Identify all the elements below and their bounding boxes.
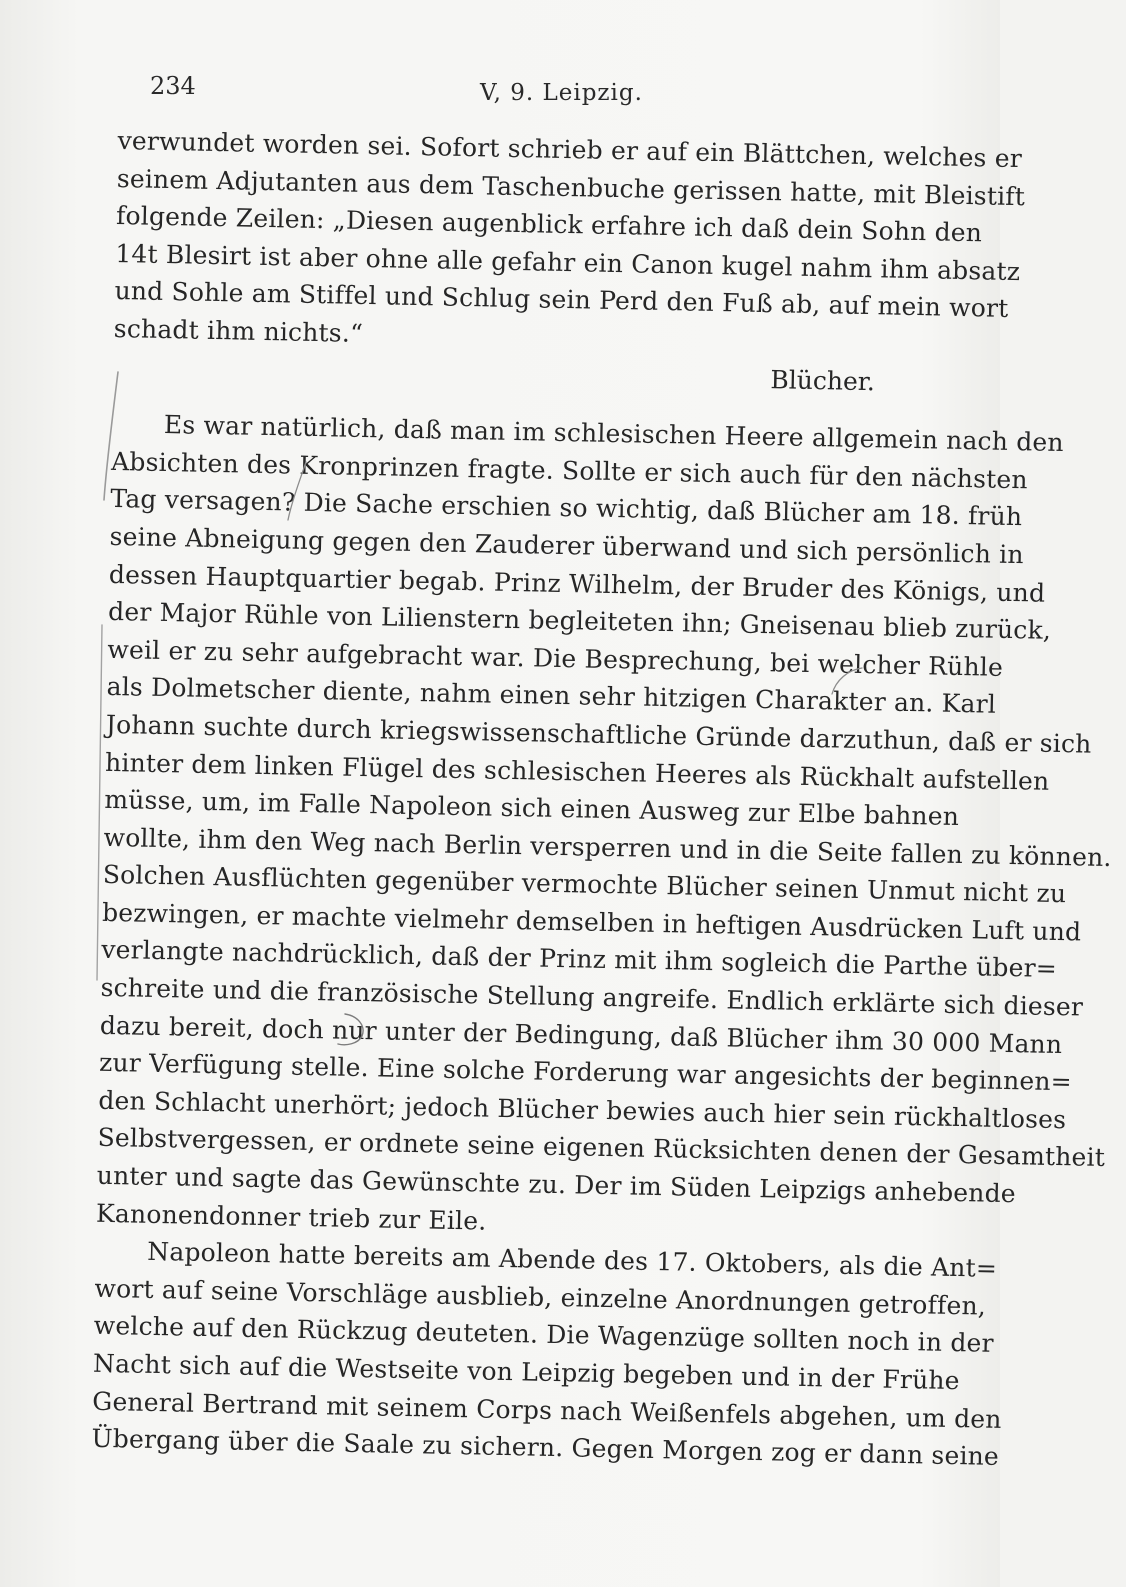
text-line: Johann suchte durch kriegswissenschaftliche Gründe darzuthun, daß er sich [105,709,1092,759]
text-line: Absichten des Kronprinzen fragte. Sollte er sich auch für den nächsten [110,446,1029,495]
text-line: 14t Blesirt ist aber ohne alle gefahr ein Canon kugel nahm ihm absatz [115,238,1021,286]
text-line: wollte, ihm den Weg nach Berlin versperren und in die Seite fallen zu können. [103,822,1112,872]
text-line: General Bertrand mit seinem Corps nach Weißenfels abgehen, um den [92,1386,1002,1434]
page-number: 234 [150,72,196,100]
text-line: Selbstvergessen, er ordnete seine eigenen Rücksichten denen der Gesamtheit [97,1123,1106,1173]
text-line: der Major Rühle von Lilienstern begleiteten ihn; Gneisenau blieb zurück, [107,597,1052,645]
text-line: schreite und die französische Stellung angreife. Endlich erklärte sich dieser [100,972,1084,1022]
text-line: Es war natürlich, daß man im schlesischen Heere allgemein nach den [163,410,1065,458]
body-text [91,122,1112,1474]
text-line: zur Verfügung stelle. Eine solche Forderung war angesichts der beginnen= [98,1048,1073,1097]
paragraph-1 [95,405,1112,1248]
text-line: Tag versagen? Die Sache erschien so wichtig, daß Blücher am 18. früh [110,484,1023,532]
text-line: folgende Zeilen: „Diesen augenblick erfahre ich daß dein Sohn den [115,201,983,248]
text-line: seinem Adjutanten aus dem Taschenbuche gerissen hatte, mit Bleistift [116,163,1026,211]
text-line: Napoleon hatte bereits am Abende des 17. Oktobers, als die Ant= [147,1237,998,1284]
text-line: dazu bereit, doch nur unter der Bedingung, daß Blücher ihm 30 000 Mann [99,1010,1063,1059]
text-line: hinter dem linken Flügel des schlesischen Heeres als Rückhalt aufstellen [104,747,1050,796]
letter-quote [113,122,1026,402]
text-line: unter und sagte das Gewünschte zu. Der im Süden Leipzigs anhebende [96,1160,1017,1209]
text-line: verwundet worden sei. Sofort schrieb er auf ein Blättchen, welches er [117,125,1023,174]
text-line: verlangte nachdrücklich, daß der Prinz mit ihm sogleich die Parthe über= [101,935,1058,984]
text-line: Solchen Ausflüchten gegenüber vermochte Blücher seinen Unmut nicht zu [102,860,1067,909]
text-line: dessen Hauptquartier begab. Prinz Wilhelm, der Bruder des Königs, und [108,559,1046,608]
text-line: Kanonendonner trieb zur Eile. [95,1198,487,1236]
text-line: seine Abneigung gegen den Zauderer überwand und sich persönlich in [109,521,1024,570]
text-line: welche auf den Rückzug deuteten. Die Wagenzüge sollten noch in der [93,1311,994,1359]
text-line: und Sohle am Stiffel und Schlug sein Perd den Fuß ab, auf mein wort [114,276,1009,324]
text-line: bezwingen, er machte vielmehr demselben in heftigen Ausdrücken Luft und [101,897,1082,947]
text-line: wort auf seine Vorschläge ausblieb, einzelne Anordnungen getroffen, [94,1273,987,1321]
text-line: als Dolmetscher diente, nahm einen sehr hitzigen Charakter an. Karl [106,672,997,720]
text-line: Übergang über die Saale zu sichern. Gegen Morgen zog er dann seine [91,1423,1000,1472]
text-line: den Schlacht unerhört; jedoch Blücher bewies auch hier sein rückhaltloses [98,1085,1067,1135]
text-line: Nacht sich auf die Westseite von Leipzig begeben und in der Frühe [92,1348,960,1396]
text-line: schadt ihm nichts.“ [113,313,364,348]
text-line: weil er zu sehr aufgebracht war. Die Besprechung, bei welcher Rühle [107,634,1004,682]
signature: Blücher. [770,364,876,396]
paragraph-2 [91,1232,1002,1474]
text-line: müsse, um, im Falle Napoleon sich einen Ausweg zur Elbe bahnen [104,784,960,832]
page-header [150,72,940,112]
running-head: V, 9. Leipzig. [480,80,643,106]
